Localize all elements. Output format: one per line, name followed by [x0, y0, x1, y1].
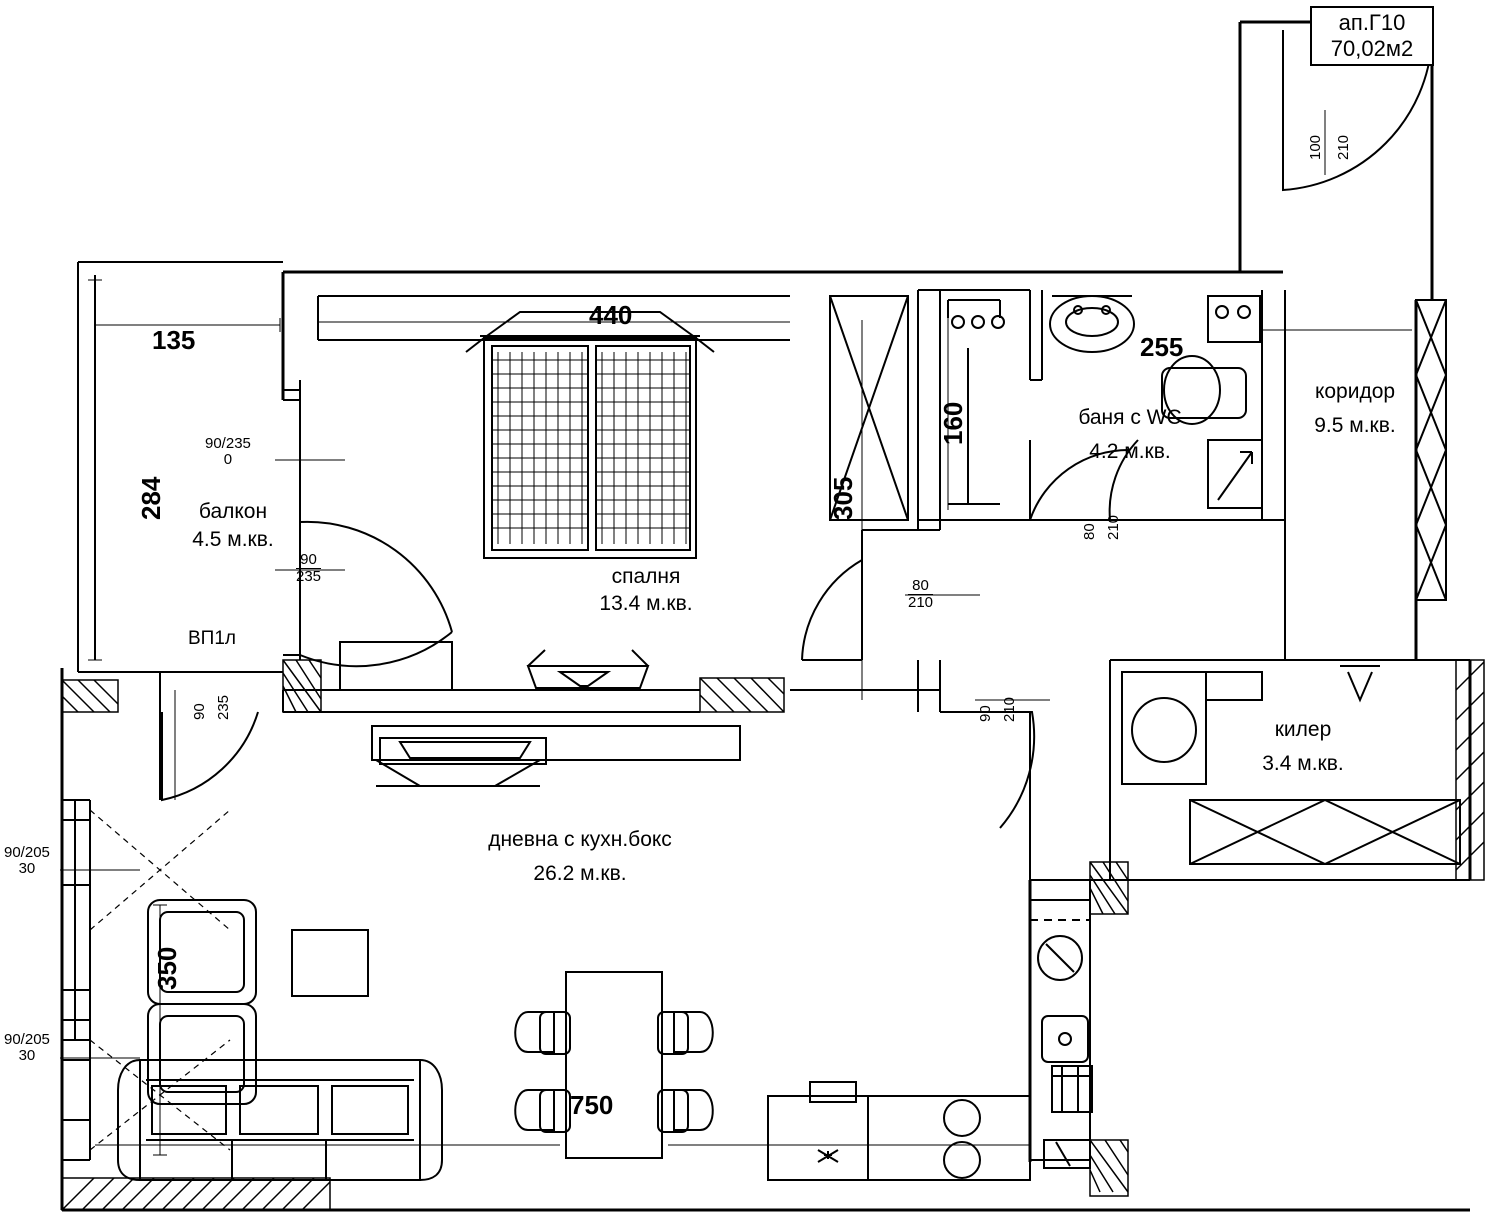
room-label-bedroom: спалня	[611, 565, 681, 588]
opening-bath-door-top: 80	[1081, 523, 1098, 540]
room-label-living: дневна с кухн.бокс	[488, 828, 672, 851]
room-label-storage: килер	[1274, 718, 1332, 741]
room-area-bedroom: 13.4 м.кв.	[599, 592, 693, 615]
opening-entry-door-bottom: 210	[1335, 134, 1352, 160]
room-area-balcony: 4.5 м.кв.	[192, 528, 274, 551]
dimension-440: 440	[589, 300, 633, 330]
room-label-balcony: балкон	[198, 500, 268, 523]
room-area-bathroom: 4.2 м.кв.	[1089, 440, 1171, 463]
room-area-corridor: 9.5 м.кв.	[1314, 414, 1396, 437]
room-area-living: 26.2 м.кв.	[533, 862, 627, 885]
title-block	[1310, 6, 1434, 66]
dimension-255: 255	[1140, 332, 1184, 362]
riser-label: ВП1л	[188, 628, 236, 649]
dimension-135: 135	[152, 325, 196, 355]
opening-living-window-top: 90/205 30	[4, 844, 50, 877]
opening-balcony-window: 90/235 0	[205, 435, 251, 468]
apartment-area: 70,02м2	[1330, 35, 1414, 61]
opening-storage-door-top: 90	[977, 705, 994, 722]
dimension-750: 750	[570, 1090, 614, 1120]
opening-bath-door-bottom: 210	[1105, 514, 1122, 540]
opening-living-window-bottom: 90/205 30	[4, 1031, 50, 1064]
opening-storage-door-bottom: 210	[1001, 696, 1018, 722]
opening-bedroom-door: $\frac{80}{210}$	[908, 577, 934, 611]
dimension-350: 350	[152, 946, 182, 990]
dimension-305: 305	[828, 476, 858, 520]
opening-entry-door: 100	[1307, 134, 1324, 160]
room-label-bathroom: баня с WC	[1078, 406, 1182, 429]
dimension-284: 284	[136, 476, 166, 520]
room-area-storage: 3.4 м.кв.	[1262, 752, 1344, 775]
dimension-160: 160	[938, 401, 968, 445]
room-label-corridor: коридор	[1314, 380, 1396, 403]
opening-hall-door-bottom: 235	[215, 694, 232, 720]
opening-balcony-door: $\frac{90}{235}$	[296, 551, 322, 585]
apartment-number: ап.Г10	[1338, 10, 1406, 35]
opening-hall-door-top: 90	[191, 703, 208, 720]
